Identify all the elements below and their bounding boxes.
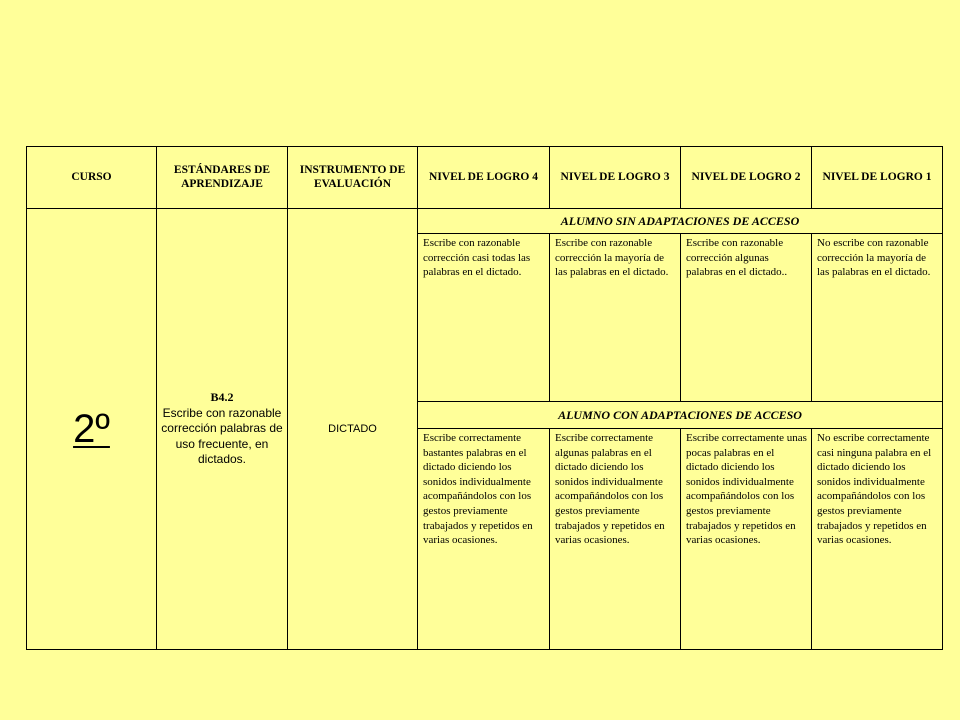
section-row-without-adaptations — [27, 209, 943, 234]
standard-code: B4.2 — [210, 390, 234, 405]
header-instrument: INSTRUMENTO DE EVALUACIÓN — [288, 147, 418, 209]
header-level-2: NIVEL DE LOGRO 2 — [681, 147, 812, 209]
level-1-description: No escribe con razonable corrección la mayoría de las palabras en el dictado. — [812, 234, 943, 402]
header-level-3: NIVEL DE LOGRO 3 — [550, 147, 681, 209]
instrument-cell: DICTADO — [288, 209, 418, 650]
header-level-1: NIVEL DE LOGRO 1 — [812, 147, 943, 209]
header-standards: ESTÁNDARES DE APRENDIZAJE — [157, 147, 288, 209]
header-course: CURSO — [27, 147, 157, 209]
level-4-description-adapted: Escribe correctamente bastantes palabras en el dictado diciendo los sonidos individualmente acompañándolos con los gestos previamente trabajados y repetidos en varias ocasiones. — [418, 429, 550, 650]
standard-text: Escribe con razonable corrección palabras de uso frecuente, en dictados. — [161, 405, 283, 467]
standard-cell — [157, 209, 288, 650]
level-4-description: Escribe con razonable corrección casi todas las palabras en el dictado. — [418, 234, 550, 402]
level-2-description-adapted: Escribe correctamente unas pocas palabras en el dictado diciendo los sonidos individualmente acompañándolos con los gestos previamente trabajados y repetidos en varias ocasiones. — [681, 429, 812, 650]
level-2-description: Escribe con razonable corrección algunas palabras en el dictado.. — [681, 234, 812, 402]
evaluation-rubric-table — [26, 146, 943, 650]
level-3-description: Escribe con razonable corrección la mayoría de las palabras en el dictado. — [550, 234, 681, 402]
section-title-without-adaptations: ALUMNO SIN ADAPTACIONES DE ACCESO — [418, 209, 943, 234]
level-1-description-adapted: No escribe correctamente casi ninguna palabra en el dictado diciendo los sonidos individualmente acompañándolos con los gestos previamente trabajados y repetidos en varias ocasiones. — [812, 429, 943, 650]
header-row — [27, 147, 943, 209]
course-cell: 2º — [27, 209, 157, 650]
section-title-with-adaptations: ALUMNO CON ADAPTACIONES DE ACCESO — [418, 402, 943, 429]
level-3-description-adapted: Escribe correctamente algunas palabras en el dictado diciendo los sonidos individualmente acompañándolos con los gestos previamente trabajados y repetidos en varias ocasiones. — [550, 429, 681, 650]
header-level-4: NIVEL DE LOGRO 4 — [418, 147, 550, 209]
